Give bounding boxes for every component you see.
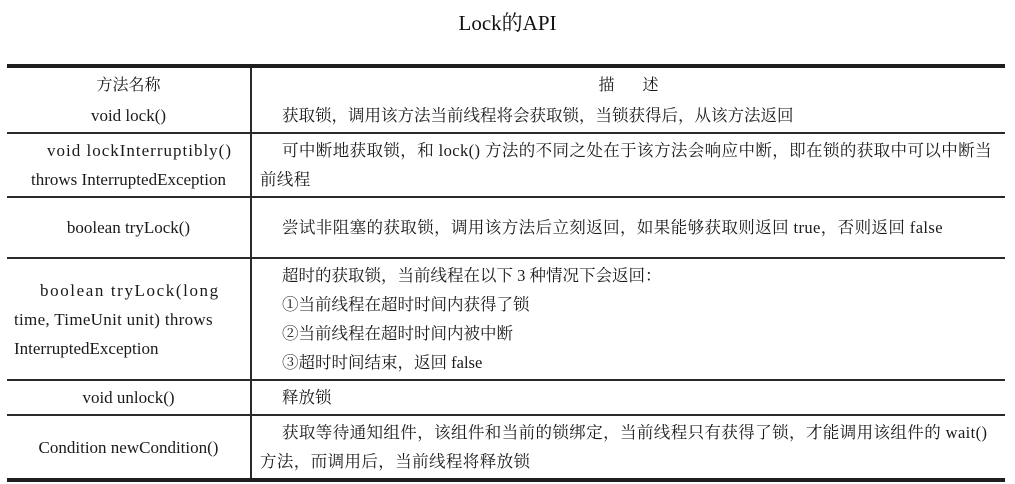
description-line: 超时的获取锁，当前线程在以下 3 种情况下会返回： [282, 266, 662, 285]
description-text: 尝试非阻塞的获取锁，调用该方法后立刻返回，如果能够获取则返回 true，否则返回 false [282, 218, 943, 237]
description-text: 释放锁 [282, 388, 332, 407]
method-name-line: void lockInterruptibly() [47, 141, 232, 160]
description-cell [251, 380, 1005, 415]
table-title: Lock的API [458, 11, 557, 35]
table-row [7, 380, 1005, 415]
method-name-line: time, TimeUnit unit) throws [14, 309, 213, 329]
description-text: 获取等待通知组件，该组件和当前的锁绑定，当前线程只有获得了锁，才能调用该组件的 wait() 方法，而调用后，当前线程将释放锁 [260, 423, 988, 471]
lock-api-table [7, 64, 1005, 482]
method-name-cell [7, 258, 251, 380]
method-name-line: InterruptedException [14, 338, 159, 358]
table-row [7, 133, 1005, 197]
lock-api-table-container [7, 64, 1005, 482]
description-text: 可中断地获取锁，和 lock() 方法的不同之处在于该方法会响应中断，即在锁的获取中可以中断当前线程 [260, 141, 992, 189]
method-name: boolean tryLock() [66, 218, 191, 237]
description-cell [251, 258, 1005, 380]
table-row [7, 258, 1005, 380]
method-name-cell [7, 415, 251, 480]
header-description-part2: 述 [642, 75, 659, 94]
table-row [7, 415, 1005, 480]
description-cell [251, 415, 1005, 480]
method-name-line: boolean tryLock(long [40, 280, 220, 300]
header-description-part1: 描 [598, 75, 615, 94]
method-name-cell [7, 133, 251, 197]
table-header-row [7, 66, 1005, 99]
table-row [7, 99, 1005, 133]
table-row [7, 197, 1005, 258]
method-name-cell [7, 380, 251, 415]
method-name-cell [7, 197, 251, 258]
method-name-cell [7, 99, 251, 133]
description-cell [251, 133, 1005, 197]
description-line: ②当前线程在超时时间内被中断 [282, 324, 513, 343]
method-name: void lock() [90, 106, 167, 125]
description-text: 获取锁，调用该方法当前线程将会获取锁，当锁获得后，从该方法返回 [282, 106, 794, 125]
header-method-name: 方法名称 [7, 66, 251, 99]
description-cell [251, 197, 1005, 258]
description-line: ①当前线程在超时时间内获得了锁 [282, 295, 530, 314]
method-name: void unlock() [82, 388, 175, 407]
description-cell [251, 99, 1005, 133]
method-name-line: throws InterruptedException [31, 170, 226, 189]
method-name: Condition newCondition() [38, 437, 219, 457]
description-line: ③超时时间结束，返回 false [282, 353, 483, 372]
header-description [251, 66, 1005, 99]
